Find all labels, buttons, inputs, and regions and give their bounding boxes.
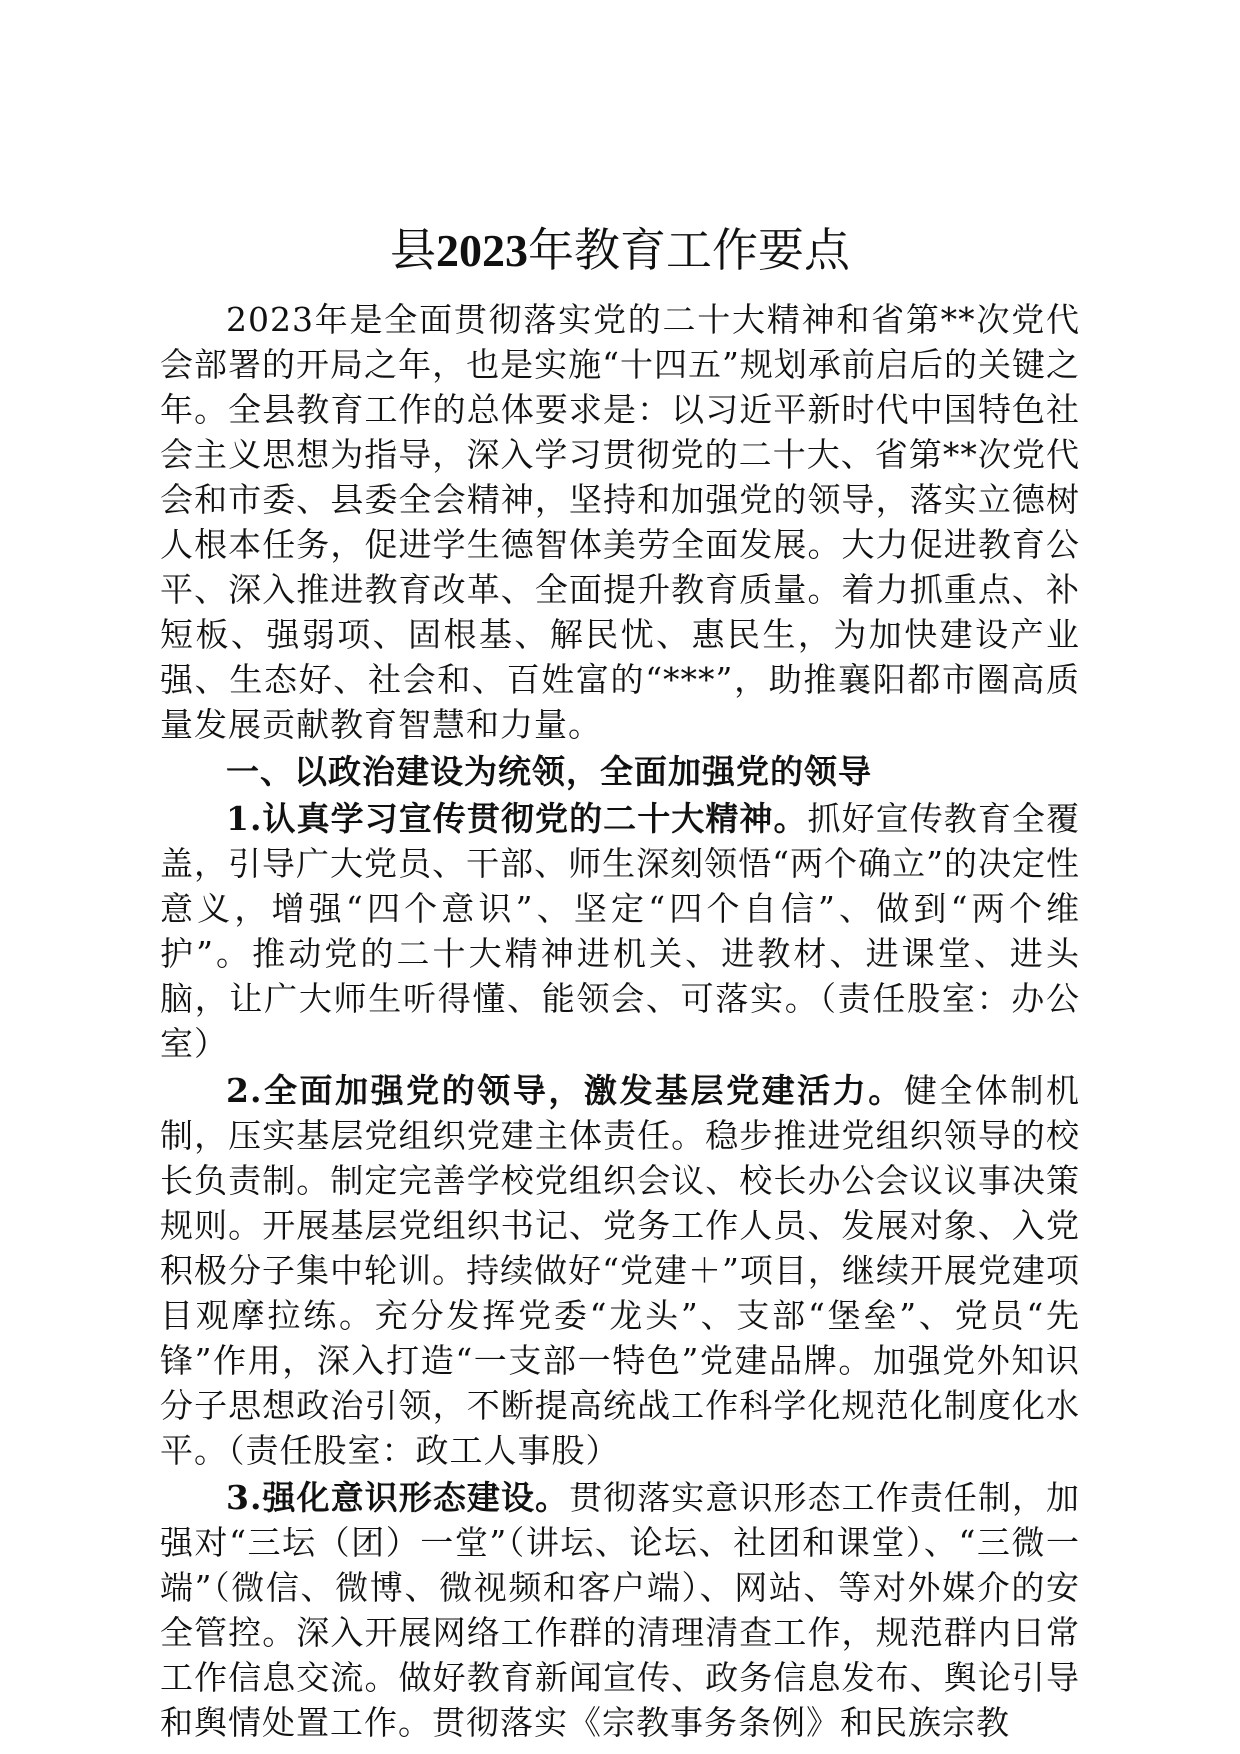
list-item	[160, 1475, 1080, 1745]
item-title: 2.全面加强党的领导，激发基层党建活力。	[226, 1071, 904, 1110]
item-title: 1.认真学习宣传贯彻党的二十大精神。	[226, 799, 808, 838]
item-body: 抓好宣传教育全覆盖，引导广大党员、干部、师生深刻领悟“两个确立”的决定性意义，增强“四个意识”、坚定“四个自信”、做到“两个维护”。推动党的二十大精神进机关、进教材、进课堂、进头脑，让广大师生听得懂、能领会、可落实。（责任股室：办公室）	[160, 799, 1080, 1063]
title-prefix: 县	[390, 223, 436, 277]
title-year: 2023	[436, 225, 528, 276]
list-item	[160, 1068, 1080, 1473]
item-body: 健全体制机制，压实基层党组织党建主体责任。稳步推进党组织领导的校长负责制。制定完善学校党组织会议、校长办公会议议事决策规则。开展基层党组织书记、党务工作人员、发展对象、入党积极分子集中轮训。持续做好“党建＋”项目，继续开展党建项目观摩拉练。充分发挥党委“龙头”、支部“堡垒”、党员“先锋”作用，深入打造“一支部一特色”党建品牌。加强党外知识分子思想政治引领，不断提高统战工作科学化规范化制度化水平。（责任股室：政工人事股）	[160, 1071, 1081, 1470]
item-title: 3.强化意识形态建设。	[226, 1478, 570, 1517]
title-suffix: 年教育工作要点	[528, 223, 850, 277]
list-item	[160, 796, 1080, 1066]
item-body: 贯彻落实意识形态工作责任制，加强对“三坛（团）一堂”（讲坛、论坛、社团和课堂）、“三微一端”（微信、微博、微视频和客户端）、网站、等对外媒介的安全管控。深入开展网络工作群的清理清查工作，规范群内日常工作信息交流。做好教育新闻宣传、政务信息发布、舆论引导和舆情处置工作。贯彻落实《宗教事务条例》和民族宗教	[160, 1478, 1081, 1742]
intro-paragraph: 2023年是全面贯彻落实党的二十大精神和省第**次党代会部署的开局之年，也是实施“十四五”规划承前启后的关键之年。全县教育工作的总体要求是：以习近平新时代中国特色社会主义思想为指导，深入学习贯彻党的二十大、省第**次党代会和市委、县委全会精神，坚持和加强党的领导，落实立德树人根本任务，促进学生德智体美劳全面发展。大力促进教育公平、深入推进教育改革、全面提升教育质量。着力抓重点、补短板、强弱项、固根基、解民忧、惠民生，为加快建设产业强、生态好、社会和、百姓富的“***”，助推襄阳都市圈高质量发展贡献教育智慧和力量。	[160, 300, 1080, 744]
section-heading: 一、以政治建设为统领，全面加强党的领导	[226, 752, 872, 791]
document-title	[160, 220, 1080, 281]
document-content	[160, 220, 1080, 1745]
